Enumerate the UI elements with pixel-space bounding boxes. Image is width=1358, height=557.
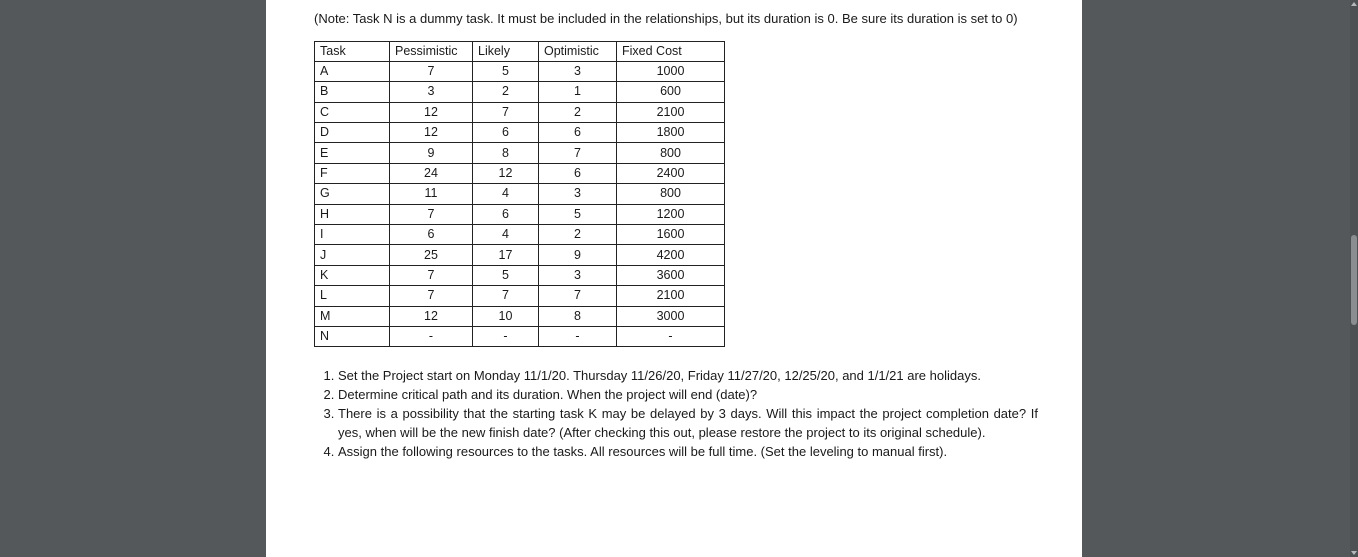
- scrollbar-thumb[interactable]: [1351, 235, 1357, 325]
- cell-optimistic: 8: [539, 306, 617, 326]
- cell-optimistic: 3: [539, 184, 617, 204]
- cell-fixed-cost: 4200: [617, 245, 725, 265]
- cell-task: F: [315, 163, 390, 183]
- table-row: [315, 123, 725, 143]
- cell-pessimistic: 7: [390, 61, 473, 81]
- cell-optimistic: 7: [539, 143, 617, 163]
- cell-pessimistic: 7: [390, 286, 473, 306]
- cell-optimistic: 7: [539, 286, 617, 306]
- cell-optimistic: 6: [539, 163, 617, 183]
- task-estimates-table: [314, 41, 725, 348]
- cell-optimistic: 6: [539, 123, 617, 143]
- table-row: [315, 204, 725, 224]
- cell-pessimistic: 12: [390, 123, 473, 143]
- header-pessimistic: Pessimistic: [390, 41, 473, 61]
- scroll-up-icon[interactable]: [1351, 2, 1357, 6]
- cell-fixed-cost: 2100: [617, 286, 725, 306]
- cell-task: K: [315, 265, 390, 285]
- cell-pessimistic: 11: [390, 184, 473, 204]
- cell-optimistic: 3: [539, 265, 617, 285]
- table-row: [315, 326, 725, 346]
- scroll-down-icon[interactable]: [1351, 551, 1357, 555]
- instruction-list: [314, 367, 1038, 461]
- table-row: [315, 286, 725, 306]
- cell-task: I: [315, 225, 390, 245]
- cell-fixed-cost: 3600: [617, 265, 725, 285]
- cell-likely: 4: [473, 184, 539, 204]
- cell-task: C: [315, 102, 390, 122]
- cell-fixed-cost: 2100: [617, 102, 725, 122]
- table-row: [315, 184, 725, 204]
- cell-likely: 8: [473, 143, 539, 163]
- cell-fixed-cost: 3000: [617, 306, 725, 326]
- cell-optimistic: 3: [539, 61, 617, 81]
- cell-likely: 17: [473, 245, 539, 265]
- cell-pessimistic: 6: [390, 225, 473, 245]
- cell-optimistic: -: [539, 326, 617, 346]
- document-page: [266, 0, 1082, 557]
- cell-likely: 6: [473, 123, 539, 143]
- cell-task: E: [315, 143, 390, 163]
- cell-optimistic: 1: [539, 82, 617, 102]
- table-row: [315, 245, 725, 265]
- cell-likely: 2: [473, 82, 539, 102]
- cell-likely: -: [473, 326, 539, 346]
- cell-task: L: [315, 286, 390, 306]
- cell-task: G: [315, 184, 390, 204]
- table-row: [315, 225, 725, 245]
- cell-pessimistic: 7: [390, 265, 473, 285]
- cell-pessimistic: 7: [390, 204, 473, 224]
- cell-fixed-cost: 600: [617, 82, 725, 102]
- cell-likely: 7: [473, 102, 539, 122]
- instruction-item: 1. Set the Project start on Monday 11/1/20. Thursday 11/26/20, Friday 11/27/20, 12/25/20, and 1/1/21 are holidays.: [338, 367, 1038, 386]
- cell-fixed-cost: 2400: [617, 163, 725, 183]
- cell-likely: 5: [473, 61, 539, 81]
- cell-optimistic: 5: [539, 204, 617, 224]
- cell-task: M: [315, 306, 390, 326]
- cell-optimistic: 2: [539, 225, 617, 245]
- dummy-task-note: (Note: Task N is a dummy task. It must be included in the relationships, but its duration is 0. Be sure its duration is set to 0): [314, 11, 1018, 26]
- table-header-row: [315, 41, 725, 61]
- table-row: [315, 306, 725, 326]
- cell-pessimistic: 24: [390, 163, 473, 183]
- cell-task: D: [315, 123, 390, 143]
- cell-pessimistic: -: [390, 326, 473, 346]
- header-likely: Likely: [473, 41, 539, 61]
- table-row: [315, 265, 725, 285]
- cell-likely: 4: [473, 225, 539, 245]
- cell-likely: 12: [473, 163, 539, 183]
- cell-pessimistic: 3: [390, 82, 473, 102]
- cell-likely: 5: [473, 265, 539, 285]
- cell-task: N: [315, 326, 390, 346]
- cell-likely: 6: [473, 204, 539, 224]
- cell-likely: 10: [473, 306, 539, 326]
- cell-task: B: [315, 82, 390, 102]
- cell-fixed-cost: 800: [617, 184, 725, 204]
- cell-pessimistic: 12: [390, 306, 473, 326]
- cell-fixed-cost: 1600: [617, 225, 725, 245]
- table-row: [315, 143, 725, 163]
- cell-fixed-cost: 1000: [617, 61, 725, 81]
- cell-optimistic: 2: [539, 102, 617, 122]
- cell-task: J: [315, 245, 390, 265]
- table-row: [315, 163, 725, 183]
- cell-fixed-cost: 1200: [617, 204, 725, 224]
- instruction-item: 4. Assign the following resources to the tasks. All resources will be full time. (Set the leveling to manual first).: [338, 443, 1038, 462]
- header-optimistic: Optimistic: [539, 41, 617, 61]
- cell-task: H: [315, 204, 390, 224]
- cell-fixed-cost: 1800: [617, 123, 725, 143]
- cell-pessimistic: 25: [390, 245, 473, 265]
- cell-fixed-cost: 800: [617, 143, 725, 163]
- table-row: [315, 102, 725, 122]
- cell-optimistic: 9: [539, 245, 617, 265]
- document-content: [314, 9, 1038, 461]
- cell-pessimistic: 9: [390, 143, 473, 163]
- cell-pessimistic: 12: [390, 102, 473, 122]
- instruction-item: 3. There is a possibility that the starting task K may be delayed by 3 days. Will this impact the project completion date? If yes, when will be the new finish date? (After checking this out, please restore the project to its original schedule).: [338, 405, 1038, 443]
- table-row: [315, 82, 725, 102]
- header-fixed-cost: Fixed Cost: [617, 41, 725, 61]
- cell-task: A: [315, 61, 390, 81]
- vertical-scrollbar[interactable]: [1350, 0, 1358, 557]
- table-row: [315, 61, 725, 81]
- header-task: Task: [315, 41, 390, 61]
- cell-likely: 7: [473, 286, 539, 306]
- cell-fixed-cost: -: [617, 326, 725, 346]
- instruction-item: 2. Determine critical path and its duration. When the project will end (date)?: [338, 386, 1038, 405]
